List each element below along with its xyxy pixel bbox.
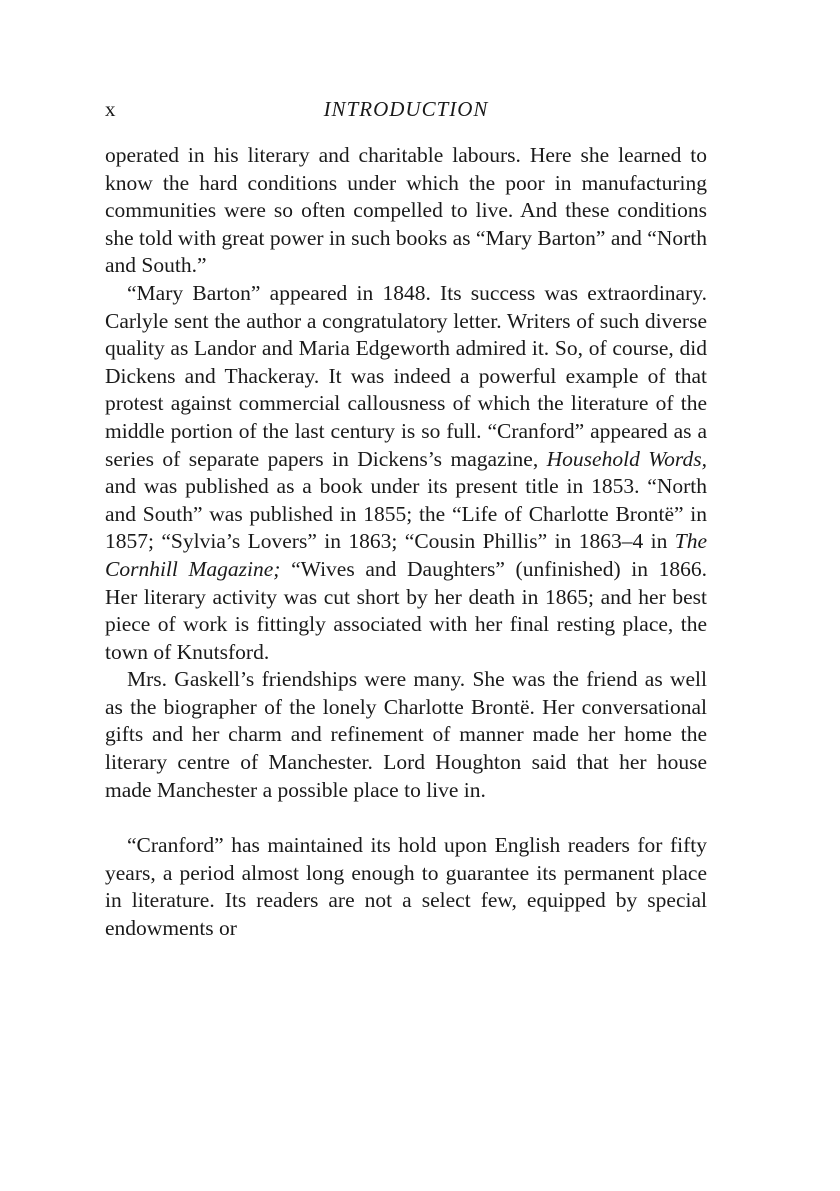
- body-text: [105, 142, 707, 943]
- paragraph-p1: [105, 142, 707, 280]
- text-run: “Cranford” has maintained its hold upon English readers for fifty years, a period almost long enough to guarantee its permanent place in literature. Its readers are not a select few, equipped by special endowments or: [105, 833, 707, 941]
- paragraph-p4: [105, 832, 707, 942]
- paragraph-p2: [105, 280, 707, 666]
- section-break: [105, 804, 707, 832]
- running-title: INTRODUCTION: [323, 97, 489, 121]
- text-run: operated in his literary and charitable labours. Here she learned to know the hard conditions under which the poor in manufacturing communities were so often compelled to live. And these conditions she told with great power in such books as “Mary Barton” and “North and South.”: [105, 143, 707, 278]
- italic-title: Household Words,: [546, 446, 707, 471]
- page-number: x: [105, 97, 116, 121]
- text-run: Mrs. Gaskell’s friendships were many. She was the friend as well as the biographer of the lonely Charlotte Brontë. Her conversational gifts and her charm and refinement of manner made her home the literary centre of Manchester. Lord Houghton said that her house made Manchester a possible place to live in.: [105, 667, 707, 802]
- paragraph-p3: [105, 666, 707, 804]
- italic-title: The Cornhill Magazine;: [105, 529, 707, 581]
- text-run: “Mary Barton” appeared in 1848. Its success was extraordinary. Carlyle sent the author a congratulatory letter. Writers of such diverse quality as Landor and Maria Edgeworth admired it. So, of course, did Dickens and Thackeray. It was indeed a powerful example of that protest against commercial callousness of which the literature of the middle portion of the last century is so full. “Cranford” appeared as a series of separate papers in Dickens’s magazine,: [105, 280, 707, 471]
- text-run: “Wives and Daughters” (unfinished) in 1866. Her literary activity was cut short by her death in 1865; and her best piece of work is fittingly associated with her final resting place, the town of Knutsford.: [105, 556, 707, 664]
- text-run: and was published as a book under its present title in 1853. “North and South” was published in 1855; the “Life of Charlotte Brontë” in 1857; “Sylvia’s Lovers” in 1863; “Cousin Phillis” in 1863–4 in: [105, 474, 707, 554]
- running-head: [105, 94, 707, 124]
